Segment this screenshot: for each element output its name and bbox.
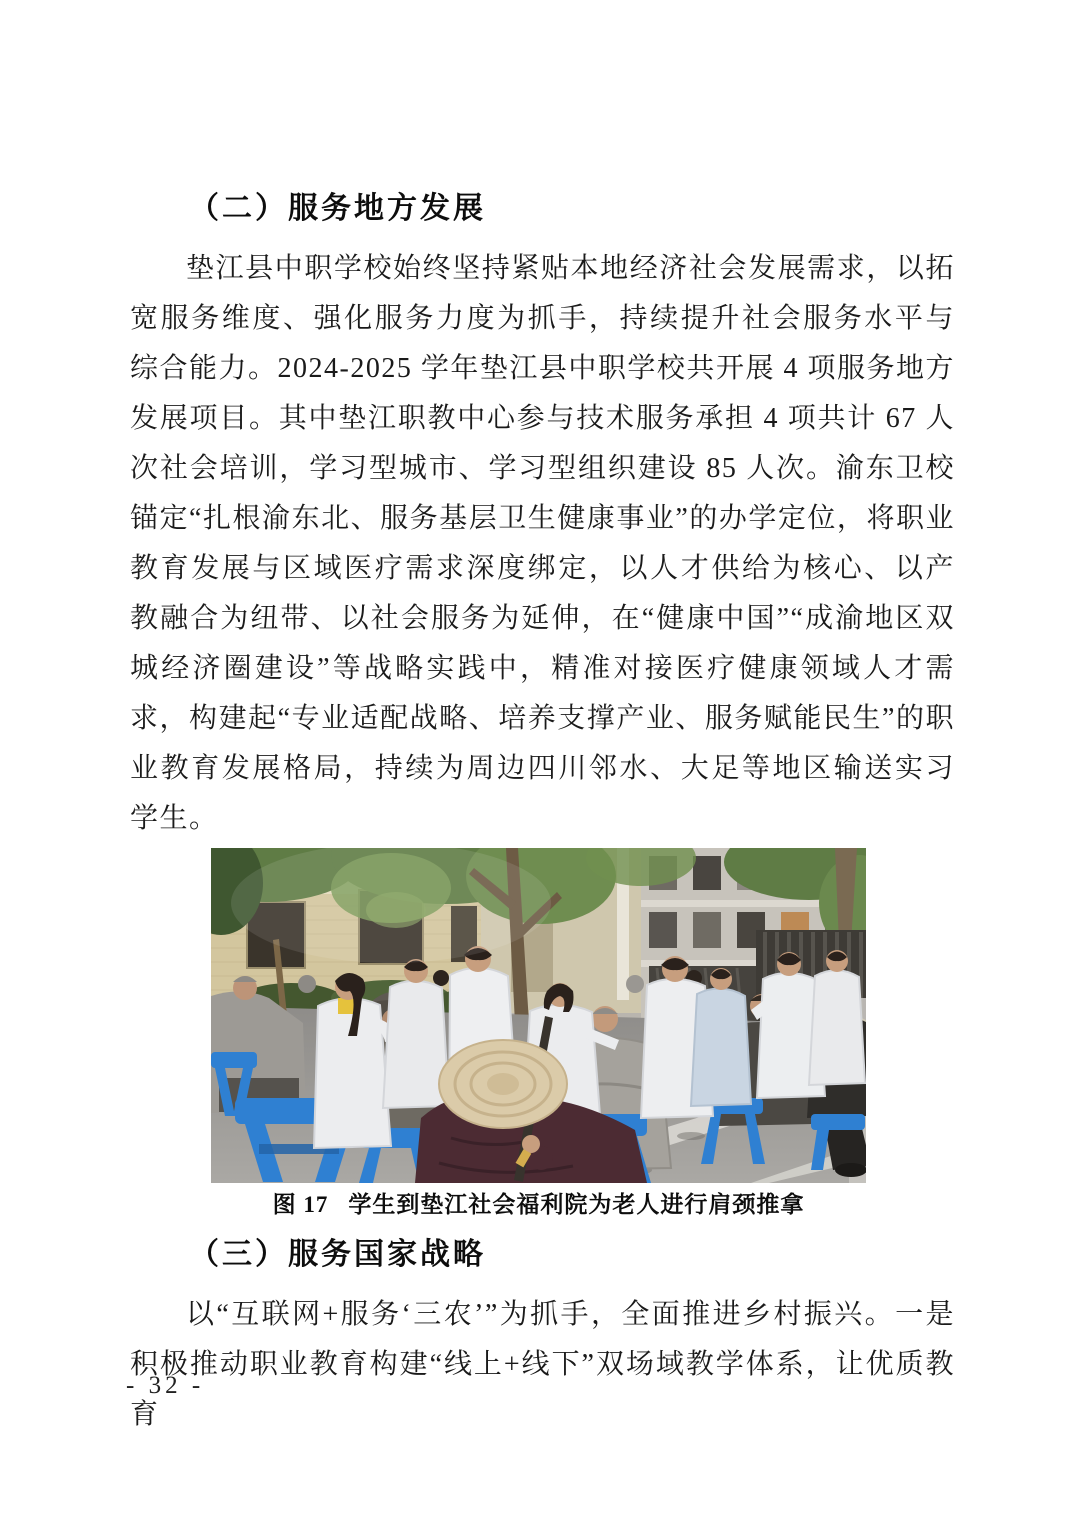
section-heading-2: （二）服务地方发展 (189, 192, 486, 225)
figure-17 (211, 848, 866, 1220)
figure-label: 图 17 (272, 1192, 329, 1217)
section-heading-3: （三）服务国家战略 (189, 1238, 486, 1271)
page-number: - 32 - (126, 1372, 205, 1399)
photo-scene (211, 848, 866, 1183)
figure-photo (211, 848, 866, 1183)
section-3-paragraph: 以“互联网+服务‘三农’”为抓手，全面推进乡村振兴。一是积极推动职业教育构建“线上+线下”双场域教学体系，让优质教育 (130, 1299, 955, 1430)
figure-caption (211, 1190, 866, 1220)
figure-caption-text: 学生到垫江社会福利院为老人进行肩颈推拿 (348, 1192, 805, 1217)
photo-light-wash (231, 848, 551, 963)
section-2-paragraph: 垫江县中职学校始终坚持紧贴本地经济社会发展需求，以拓宽服务维度、强化服务力度为抓手，持续提升社会服务水平与综合能力。2024-2025 学年垫江县中职学校共开展 4 项服务地方发展项目。其中垫江职教中心参与技术服务承担 4 项共计 67 人次社会培训，学习型城市、学习型组织建设 85 人次。渝东卫校锚定“扎根渝东北、服务基层卫生健康事业”的办学定位，将职业教育发展与区域医疗需求深度绑定，以人才供给为核心、以产教融合为纽带、以社会服务为延伸，在“健康中国”“成渝地区双城经济圈建设”等战略实践中，精准对接医疗健康领域人才需求，构建起“专业适配战略、培养支撑产业、服务赋能民生”的职业教育发展格局，持续为周边四川邻水、大足等地区输送实习学生。 (130, 253, 955, 834)
